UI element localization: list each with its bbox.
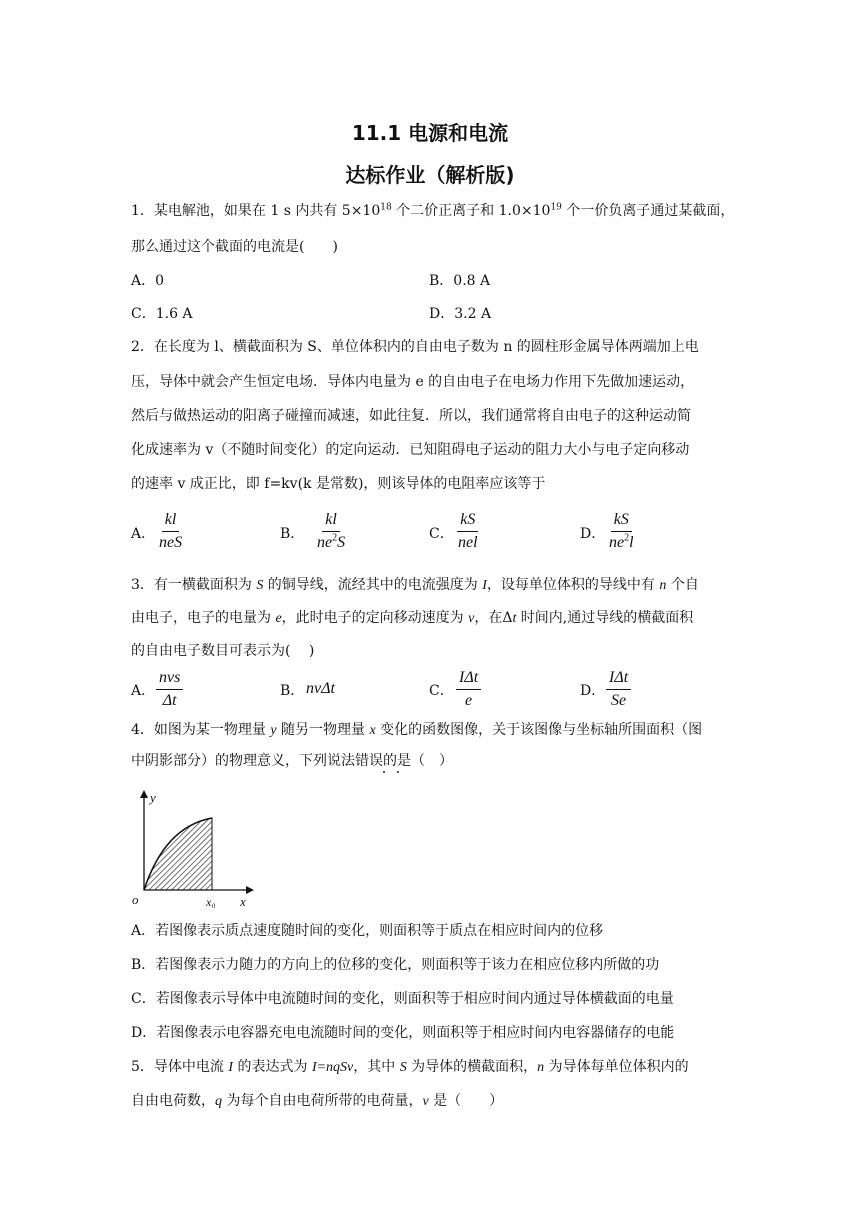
q3-option-c-fraction: IΔt e: [456, 669, 481, 710]
q3-option-a-fraction: nvs Δt: [156, 669, 183, 710]
q1-option-d: D．3.2 A: [429, 306, 492, 322]
q2-option-c-label: C．: [429, 526, 454, 542]
q3-stem-line2: 由电子，电子的电量为 e，此时电子的定向移动速度为 v，在Δt 时间内,通过导线的横截面积: [131, 610, 694, 626]
q4-area-graph: [128, 786, 256, 908]
q4-stem-line1: 4．如图为某一物理量 y 随另一物理量 x 变化的函数图像，关于该图像与坐标轴所围面积（图: [131, 722, 703, 738]
x-axis-arrow: [246, 886, 254, 894]
q3-option-d-label: D．: [580, 683, 606, 699]
q2-stem-line2: 压，导体中就会产生恒定电场．导体内电量为 e 的自由电子在电场力作用下先做加速运动，: [131, 374, 695, 390]
q5-stem-line2: 自由电荷数，q 为每个自由电荷所带的电荷量，v 是（ ）: [131, 1093, 504, 1109]
q2-option-a-fraction: kl neS: [159, 511, 183, 551]
y-axis-label: y: [150, 790, 156, 805]
q3-option-c-label: C．: [429, 683, 454, 699]
shaded-area: [144, 818, 212, 890]
q2-stem-line5: 的速率 v 成正比，即 f=kv(k 是常数)，则该导体的电阻率应该等于: [131, 476, 546, 492]
q4-option-c: C．若图像表示导体中电流随时间的变化，则面积等于相应时间内通过导体横截面的电量: [131, 991, 674, 1007]
q2-option-d-label: D．: [580, 526, 606, 542]
q1-stem-line2: 那么通过这个截面的电流是( ): [131, 239, 338, 255]
q4-option-d: D．若图像表示电容器充电电流随时间的变化，则面积等于相应时间内电容器储存的电能: [131, 1025, 675, 1041]
q2-stem-line1: 2．在长度为 l、横截面积为 S、单位体积内的自由电子数为 n 的圆柱形金属导体两端加上电: [131, 339, 699, 355]
q2-option-d-fraction: $\frac{kS}{ne^2l}$: [609, 511, 634, 551]
origin-label: o: [132, 892, 139, 907]
q1-option-a: A．0: [131, 273, 165, 289]
q2-stem-line3: 然后与做热运动的阳离子碰撞而减速，如此往复．所以，我们通常将自由电子的这种运动简: [131, 408, 691, 424]
q3-stem-line3: 的自由电子数目可表示为( ): [131, 643, 315, 659]
q5-stem-line1: 5．导体中电流 I 的表达式为 I=nqSv，其中 S 为导体的横截面积，n 为导体每单位体积内的: [131, 1059, 689, 1075]
document-subtitle: 达标作业（解析版): [345, 163, 515, 187]
emphasis-dot: [397, 771, 399, 773]
q1-option-b: B．0.8 A: [429, 273, 491, 289]
q4-option-a: A．若图像表示质点速度随时间的变化，则面积等于质点在相应时间内的位移: [131, 923, 604, 939]
q4-option-b: B．若图像表示力随力的方向上的位移的变化，则面积等于该力在相应位移内所做的功: [131, 957, 660, 973]
q3-option-a-label: A．: [131, 683, 156, 699]
q2-option-b-label: B．: [280, 526, 305, 542]
emphasis-dot: [383, 771, 385, 773]
q2-stem-line4: 化成速率为 v（不随时间变化）的定向运动．已知阻碍电子运动的阻力大小与电子定向移动: [131, 442, 690, 458]
q3-option-b-expression: nvΔt: [306, 680, 335, 697]
q3-option-b-label: B．: [280, 683, 305, 699]
y-axis-arrow: [140, 790, 148, 798]
q4-stem-line2: 中阴影部分）的物理意义，下列说法错误的是（ ）: [131, 753, 453, 769]
x-axis-label: x: [240, 894, 246, 908]
q2-option-a-label: A．: [131, 526, 156, 542]
x0-label: x₀: [206, 895, 216, 908]
q2-option-c-fraction: kS nel: [458, 511, 478, 551]
q3-option-d-fraction: IΔt Se: [606, 669, 631, 710]
q3-stem-line1: 3．有一横截面积为 S 的铜导线，流经其中的电流强度为 I，设每单位体积的导线中有 n 个自: [131, 577, 699, 593]
q2-option-b-fraction: $\frac{kl}{ne^2S}$: [317, 511, 346, 551]
q1-option-c: C．1.6 A: [131, 306, 193, 322]
document-title: 11.1 电源和电流: [351, 121, 509, 145]
q1-stem-line1: 1．某电解池，如果在 1 s 内共有 $5\times 10^{18}$ 个二价正离子和 $1.0\times 10^{19}$ 个一价负离子通过某截面，: [131, 202, 735, 219]
